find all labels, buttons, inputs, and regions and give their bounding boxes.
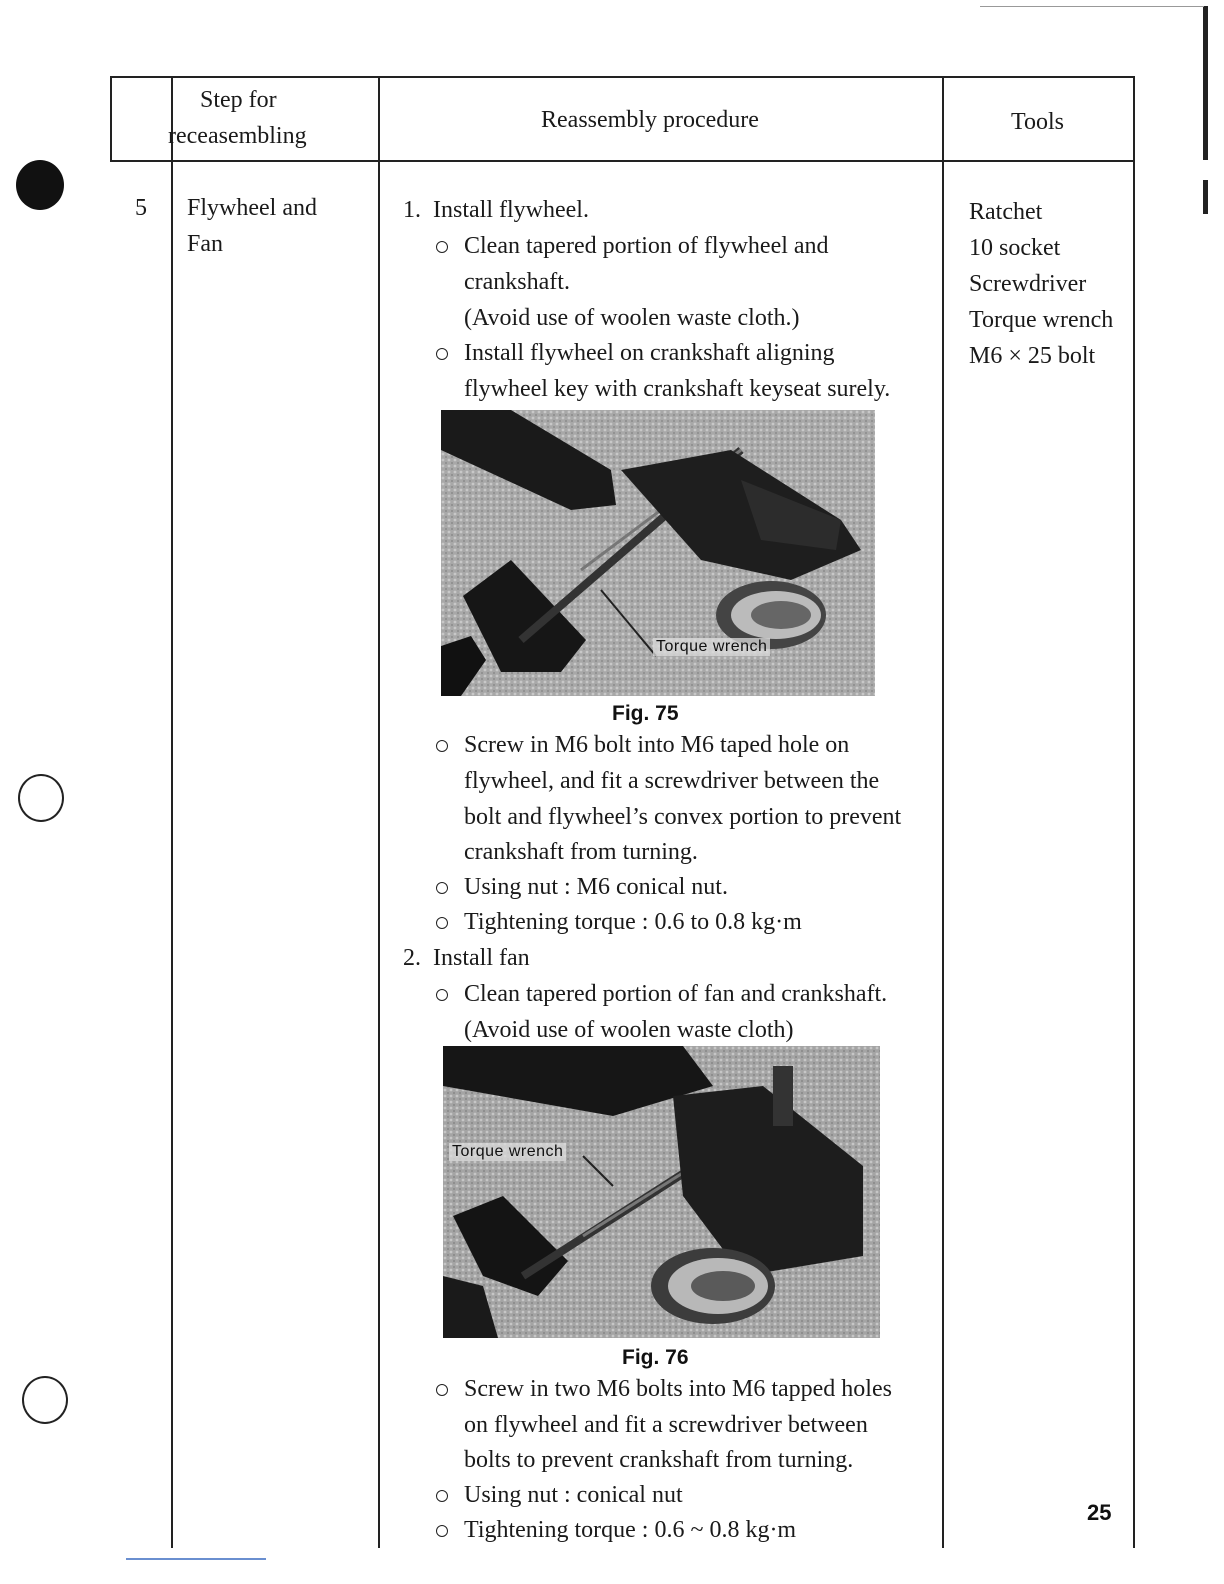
step-name-line1: Flywheel and — [187, 195, 317, 221]
bottom-edge-mark — [126, 1558, 266, 1560]
header-step-line1: Step for — [200, 87, 277, 113]
column-divider-procedure — [378, 78, 380, 1548]
fan-torque-wrench-illustration — [443, 1046, 880, 1338]
bullet-circle-icon — [436, 348, 448, 360]
procedure-line: Clean tapered portion of fan and crankshaft. — [464, 981, 888, 1007]
figure-75-label: Torque wrench — [653, 638, 770, 656]
column-divider-tools — [942, 78, 944, 1548]
step2-title: Install fan — [433, 945, 530, 971]
procedure-line: Using nut : M6 conical nut. — [464, 874, 728, 900]
procedure-line: bolts to prevent crankshaft from turning. — [464, 1447, 854, 1473]
tool-item: Torque wrench — [969, 307, 1114, 333]
header-tools: Tools — [1011, 109, 1064, 135]
procedure-line: Tightening torque : 0.6 to 0.8 kg·m — [464, 909, 802, 935]
tool-item: M6 × 25 bolt — [969, 343, 1096, 369]
table-right-border — [1133, 76, 1135, 1548]
tool-item: 10 socket — [969, 235, 1061, 261]
step2-number: 2. — [403, 945, 421, 971]
figure-76-caption: Fig. 76 — [622, 1346, 689, 1369]
procedure-line: on flywheel and fit a screwdriver between — [464, 1412, 868, 1438]
tool-item: Screwdriver — [969, 271, 1087, 297]
header-bottom-border — [110, 160, 1134, 162]
procedure-line: crankshaft from turning. — [464, 839, 698, 865]
bullet-circle-icon — [436, 989, 448, 1001]
row-number: 5 — [135, 195, 147, 221]
step1-number: 1. — [403, 197, 421, 223]
figure-76-photo — [443, 1046, 880, 1338]
bullet-circle-icon — [436, 740, 448, 752]
bullet-circle-icon — [436, 1384, 448, 1396]
figure-75-caption: Fig. 75 — [612, 702, 679, 725]
page-edge-mark — [1203, 180, 1208, 214]
bullet-circle-icon — [436, 1490, 448, 1502]
figure-75-photo — [441, 410, 875, 696]
binder-hole-open — [22, 1376, 68, 1424]
procedure-line: flywheel, and fit a screwdriver between the — [464, 768, 880, 794]
procedure-line: crankshaft. — [464, 269, 570, 295]
procedure-line: (Avoid use of woolen waste cloth.) — [464, 305, 800, 331]
procedure-line: Tightening torque : 0.6 ~ 0.8 kg·m — [464, 1517, 797, 1543]
procedure-line: Screw in M6 bolt into M6 taped hole on — [464, 732, 850, 758]
procedure-line: flywheel key with crankshaft keyseat surely. — [464, 376, 891, 402]
header-step-line2: receasembling — [168, 123, 307, 149]
bullet-circle-icon — [436, 882, 448, 894]
step-name-line2: Fan — [187, 231, 223, 257]
procedure-line: Clean tapered portion of flywheel and — [464, 233, 829, 259]
step1-title: Install flywheel. — [433, 197, 589, 223]
binder-hole-filled — [16, 160, 64, 210]
tool-item: Ratchet — [969, 199, 1043, 225]
column-divider-step — [171, 78, 173, 1548]
page-edge-mark — [980, 6, 1204, 7]
procedure-line: Screw in two M6 bolts into M6 tapped holes — [464, 1376, 892, 1402]
binder-hole-open — [18, 774, 64, 822]
bullet-circle-icon — [436, 241, 448, 253]
bullet-circle-icon — [436, 917, 448, 929]
procedure-line: Install flywheel on crankshaft aligning — [464, 340, 835, 366]
table-left-border — [110, 76, 112, 162]
header-procedure: Reassembly procedure — [541, 107, 759, 133]
bullet-circle-icon — [436, 1525, 448, 1537]
figure-76-label: Torque wrench — [449, 1143, 566, 1161]
procedure-line: bolt and flywheel’s convex portion to prevent — [464, 804, 902, 830]
procedure-line: (Avoid use of woolen waste cloth) — [464, 1017, 794, 1043]
page-number: 25 — [1087, 1500, 1112, 1525]
page-edge-mark — [1203, 6, 1208, 160]
table-top-border — [110, 76, 1134, 78]
procedure-line: Using nut : conical nut — [464, 1482, 683, 1508]
